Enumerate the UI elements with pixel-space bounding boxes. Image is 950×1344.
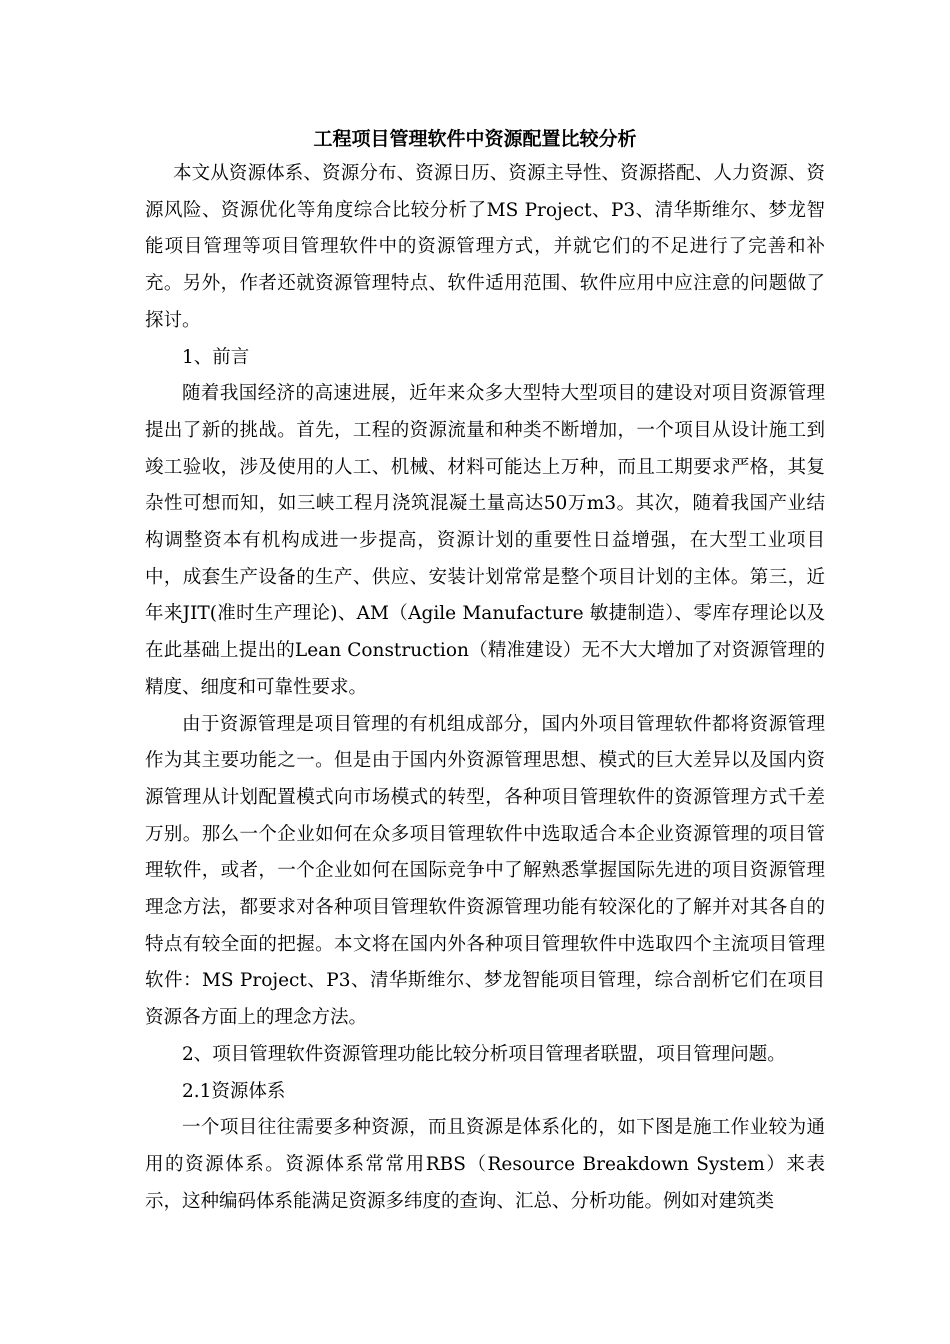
subsection-heading-resource-system: 2.1资源体系 bbox=[182, 1080, 286, 1102]
section-heading-comparison: 2、项目管理软件资源管理功能比较分析项目管理者联盟，项目管理问题。 bbox=[182, 1043, 786, 1065]
body-paragraph: 随着我国经济的高速进展，近年来众多大型特大型项目的建设对项目资源管理提出了新的挑战。首先，工程的资源流量和种类不断增加，一个项目从设计施工到竣工验收，涉及使用的人工、机械、材料可能达上万种，而且工期要求严格，其复杂性可想而知，如三峡工程月浇筑混凝土量高达50万m3。其次，随着我国产业结构调整资本有机构成进一步提高，资源计划的重要性日益增强，在大型工业项目中，成套生产设备的生产、供应、安装计划常常是整个项目计划的主体。第三，近年来JIT(准时生产理论)、AM（Agile Manufacture 敏捷制造）、零库存理论以及在此基础上提出的Lean Construction（精准建设）无不大大增加了对资源管理的精度、细度和可靠性要求。 bbox=[145, 383, 825, 698]
body-paragraph: 由于资源管理是项目管理的有机组成部分，国内外项目管理软件都将资源管理作为其主要功能之一。但是由于国内外资源管理思想、模式的巨大差异以及国内资源管理从计划配置模式向市场模式的转型，各种项目管理软件的资源管理方式千差万别。那么一个企业如何在众多项目管理软件中选取适合本企业资源管理的项目管理软件，或者，一个企业如何在国际竞争中了解熟悉掌握国际先进的项目资源管理理念方法，都要求对各种项目管理软件资源管理功能有较深化的了解并对其各自的特点有较全面的把握。本文将在国内外各种项目管理软件中选取四个主流项目管理软件：MS Project、P3、清华斯维尔、梦龙智能项目管理，综合剖析它们在项目资源各方面上的理念方法。 bbox=[145, 713, 825, 1029]
document-title: 工程项目管理软件中资源配置比较分析 bbox=[313, 128, 637, 150]
abstract-paragraph: 本文从资源体系、资源分布、资源日历、资源主导性、资源搭配、人力资源、资源风险、资源优化等角度综合比较分析了MS Project、P3、清华斯维尔、梦龙智能项目管理等项目管理软件中的资源管理方式，并就它们的不足进行了完善和补充。另外，作者还就资源管理特点、软件适用范围、软件应用中应注意的问题做了探讨。 bbox=[145, 163, 825, 331]
body-paragraph: 一个项目往往需要多种资源，而且资源是体系化的，如下图是施工作业较为通用的资源体系。资源体系常常用RBS（Resource Breakdown System）来表示，这种编码体系能满足资源多纬度的查询、汇总、分析功能。例如对建筑类 bbox=[145, 1117, 825, 1212]
section-heading-preface: 1、前言 bbox=[182, 346, 250, 368]
document-body bbox=[145, 156, 825, 1220]
